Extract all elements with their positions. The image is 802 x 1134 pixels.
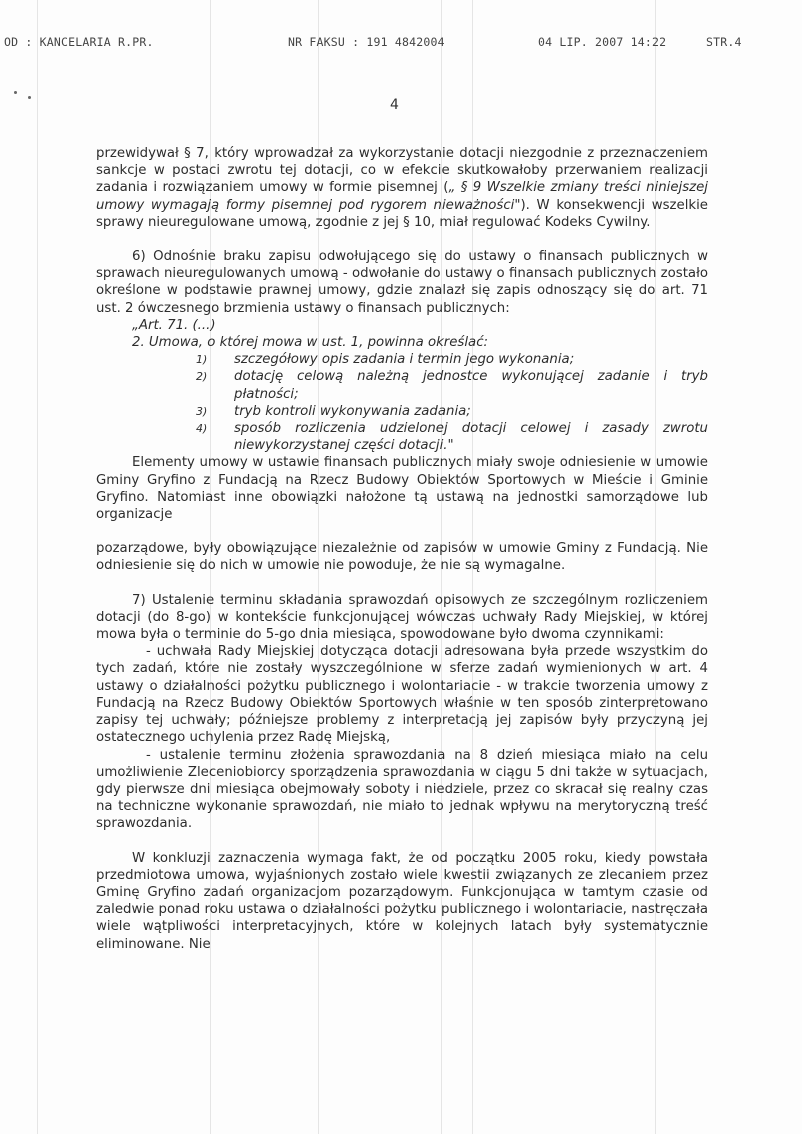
quote-item bbox=[196, 351, 708, 368]
item-number: 4) bbox=[196, 422, 208, 436]
paragraph-point-6: 6) Odnośnie braku zapisu odwołującego się do ustawy o finansach publicznych w sprawach nieuregulowanych umową - odwołanie do ustawy o finansach publicznych zostało określone w podstawie prawnej umowy, gdzie znalazł się zapis odnoszący się do art. 71 ust. 2 ówczesnego brzmienia ustawy o finansach publicznych: bbox=[96, 249, 708, 316]
paragraph-elements-continued: pozarządowe, były obowiązujące niezależnie od zapisów w umowie Gminy z Fundacją. Nie odniesienie się do nich w umowie nie powoduje, że nie są wymagalne. bbox=[96, 541, 708, 574]
page-number: 4 bbox=[390, 97, 399, 113]
paragraph-text: przewidywał § 7, który wprowadzał za wykorzystanie dotacji niezgodnie z przeznaczeniem sankcje w postaci zwrotu tej dotacji, co w efekcie skutkowałoby przerwaniem realizacji zadania i rozwiązaniem umowy w formie pisemnej ( bbox=[96, 146, 708, 196]
item-text: szczegółowy opis zadania i termin jego wykonania; bbox=[234, 352, 575, 368]
fax-number: NR FAKSU : 191 4842004 bbox=[288, 35, 445, 49]
statute-quote bbox=[96, 317, 708, 455]
document-body bbox=[96, 145, 708, 953]
item-text: dotację celową należną jednostce wykonującej zadanie i tryb płatności; bbox=[234, 369, 708, 402]
quote-subheading: 2. Umowa, o której mowa w ust. 1, powinna określać: bbox=[132, 335, 488, 351]
quote-item bbox=[196, 403, 708, 420]
fax-page-indicator: STR.4 bbox=[706, 35, 742, 49]
fax-header bbox=[0, 35, 802, 53]
dash-item-deadline: - ustalenie terminu złożenia sprawozdania na 8 dzień miesiąca miało na celu umożliwienie Zleceniobiorcy sporządzenia sprawozdania w ciągu 5 dni także w sytuacjach, gdy pierwsze dni miesiąca obejmowały soboty i niedziele, przez co skracał się realny czas na techniczne wykonanie sprawozdań, nie miało to jednak wpływu na merytoryczną treść sprawozdania. bbox=[96, 747, 708, 832]
quote-item bbox=[196, 420, 708, 454]
scan-speck bbox=[14, 91, 17, 94]
paragraph-elements: Elementy umowy w ustawie finansach publicznych miały swoje odniesienie w umowie Gminy Gryfino z Fundacją na Rzecz Budowy Obiektów Sportowych w Mieście i Gminie Gryfino. Natomiast inne obowiązki nałożone tą ustawą na jednostki samorządowe lub organizacje bbox=[96, 455, 708, 523]
item-number: 2) bbox=[196, 370, 208, 384]
dash-item-resolution: - uchwała Rady Miejskiej dotycząca dotacji adresowana była przede wszystkim do tych zadań, które nie zostały wyszczególnione w sferze zadań wymienionych w art. 4 ustawy o działalności pożytku publicznego i wolontariacie - w trakcie tworzenia umowy z Fundacją na Rzecz Budowy Obiektów Sportowych właśnie w ten sposób zinterpretowano zapisy tej uchwały; późniejsze problemy z interpretacją jej zapisów były przyczyną jej ostatecznego uchylenia przez Radę Miejską, bbox=[96, 644, 708, 746]
quote-heading: „Art. 71. (...) bbox=[132, 317, 216, 333]
paragraph-conclusion: W konkluzji zaznaczenia wymaga fakt, że od początku 2005 roku, kiedy powstała przedmiotowa umowa, wyjaśnionych zostało wiele kwestii związanych ze zlecaniem przez Gminę Gryfino zadań organizacjom pozarządowym. Funkcjonująca w tamtym czasie od zaledwie ponad roku ustawa o działalności pożytku publicznego i wolontariacie, nastręczała wiele wątpliwości interpretacyjnych, które w kolejnych latach były systematycznie eliminowane. Nie bbox=[96, 850, 708, 952]
fax-sender: OD : KANCELARIA R.PR. bbox=[4, 35, 154, 49]
quoted-clause: „ § 9 Wszelkie zmiany treści niniejszej umowy wymagają formy pisemnej pod rygorem nieważności" bbox=[96, 180, 708, 213]
scan-artifact-line bbox=[37, 0, 38, 1134]
item-number: 3) bbox=[196, 404, 208, 418]
quote-item bbox=[196, 368, 708, 402]
item-text: tryb kontroli wykonywania zadania; bbox=[234, 403, 471, 419]
item-text: sposób rozliczenia udzielonej dotacji celowej i zasady zwrotu niewykorzystanej części dotacji." bbox=[234, 421, 708, 454]
paragraph-point-7: 7) Ustalenie terminu składania sprawozdań opisowych ze szczególnym rozliczeniem dotacji (do 8-go) w kontekście funkcjonującej wówczas uchwały Rady Miejskiej, w której mowa była o terminie do 5-go dnia miesiąca, spowodowane było dwoma czynnikami: bbox=[96, 592, 708, 643]
paragraph-text: ). W konsekwencji wszelkie sprawy nieuregulowane umową, zgodnie z jej § 10, miał regulować Kodeks Cywilny. bbox=[96, 197, 708, 230]
scan-speck bbox=[28, 96, 31, 99]
fax-datetime: 04 LIP. 2007 14:22 bbox=[538, 35, 667, 49]
paragraph-continuation bbox=[96, 145, 708, 231]
item-number: 1) bbox=[196, 353, 208, 367]
